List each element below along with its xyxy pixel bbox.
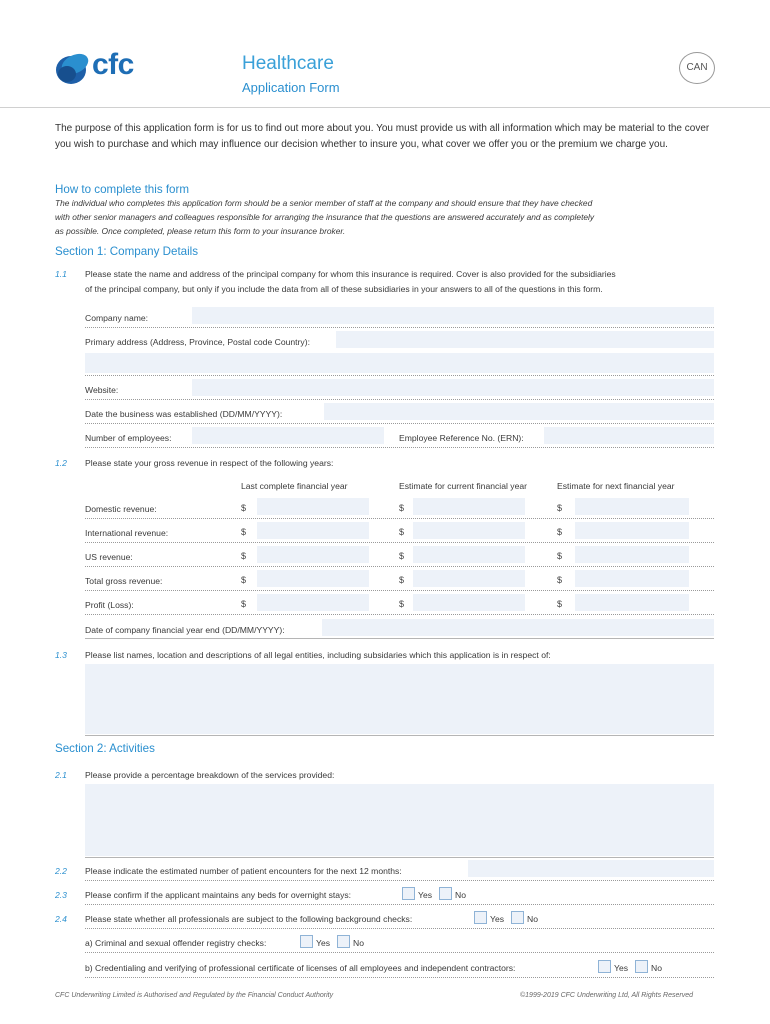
revenue-input[interactable] [575,546,689,563]
year-end-input[interactable] [322,619,714,636]
q-2-2-text: Please indicate the estimated number of patient encounters for the next 12 months: [85,866,402,876]
q-1-2-text: Please state your gross revenue in respect of the following years: [85,458,334,468]
cfc-logo [54,50,149,86]
revenue-input[interactable] [413,570,525,587]
credentialing-no-checkbox[interactable] [635,960,648,973]
background-checks-yes-label: Yes [490,914,505,924]
ern-input[interactable] [544,427,714,444]
currency-symbol: $ [399,575,405,585]
beds-no-label: No [455,890,466,900]
criminal-check-label: a) Criminal and sexual offender registry checks: [85,938,267,948]
divider [85,542,714,543]
revenue-input[interactable] [575,594,689,611]
divider [85,423,714,424]
legal-entities-textarea[interactable] [85,664,714,734]
section-1-heading: Section 1: Company Details [55,245,199,258]
currency-symbol: $ [241,527,247,537]
revenue-input[interactable] [575,570,689,587]
currency-symbol: $ [399,599,405,609]
year-end-label: Date of company financial year end (DD/MM/YYYY): [85,625,285,635]
q-2-4-text: Please state whether all professionals are subject to the following background checks: [85,914,413,924]
revenue-row-label: US revenue: [85,552,133,562]
employees-input[interactable] [192,427,384,444]
column-current-year: Estimate for current financial year [399,481,528,491]
currency-symbol: $ [557,599,563,609]
divider [85,904,714,905]
currency-symbol: $ [557,575,563,585]
page-title: Healthcare [242,53,334,74]
how-to-heading: How to complete this form [55,183,190,196]
revenue-input[interactable] [575,498,689,515]
revenue-row-label: International revenue: [85,528,169,538]
q-2-4-number: 2.4 [55,914,67,924]
background-checks-yes-checkbox[interactable] [474,911,487,924]
q-1-1-number: 1.1 [55,269,67,279]
q-1-1-line-2: of the principal company, but only if you include the data from all of these subsidiaries in your answers to all of the questions in this form. [85,284,603,294]
divider [85,857,714,858]
revenue-input[interactable] [257,522,369,539]
q-2-2-number: 2.2 [55,866,67,876]
divider [85,735,714,736]
how-to-line-3: as possible. Once completed, please return this form to your insurance broker. [55,226,346,236]
q-2-1-text: Please provide a percentage breakdown of the services provided: [85,770,335,780]
header-divider [0,107,770,108]
currency-symbol: $ [399,527,405,537]
company-name-label: Company name: [85,313,149,323]
section-2-heading: Section 2: Activities [55,742,155,755]
background-checks-no-checkbox[interactable] [511,911,524,924]
criminal-check-yes-label: Yes [316,938,331,948]
divider [85,375,714,376]
how-to-line-1: The individual who completes this application form should be a senior member of staff at the company and should ensure that they have checked [55,198,593,208]
patient-encounters-input[interactable] [468,860,714,877]
website-label: Website: [85,385,119,395]
divider [85,614,714,615]
divider [85,399,714,400]
currency-symbol: $ [241,551,247,561]
currency-symbol: $ [241,503,247,513]
credentialing-yes-checkbox[interactable] [598,960,611,973]
revenue-input[interactable] [413,546,525,563]
criminal-check-no-label: No [353,938,364,948]
revenue-input[interactable] [575,522,689,539]
beds-no-checkbox[interactable] [439,887,452,900]
region-badge [679,52,715,84]
established-input[interactable] [324,403,714,420]
region-badge-label: CAN [686,62,708,73]
revenue-input[interactable] [257,546,369,563]
q-2-3-number: 2.3 [55,890,67,900]
divider [85,518,714,519]
divider [85,977,714,978]
how-to-line-2: with other senior managers and colleagues responsible for arranging the insurance that the questions are answered accurately and as completely [55,212,595,222]
q-1-3-text: Please list names, location and descriptions of all legal entities, including subsidaries which this application is in respect of: [85,650,551,660]
column-last-year: Last complete financial year [241,481,348,491]
divider [85,952,714,953]
employees-label: Number of employees: [85,433,172,443]
revenue-row-label: Total gross revenue: [85,576,163,586]
logo-text: cfc [92,48,134,81]
q-1-2-number: 1.2 [55,458,67,468]
criminal-check-yes-checkbox[interactable] [300,935,313,948]
currency-symbol: $ [557,551,563,561]
footer-regulation-text: CFC Underwriting Limited is Authorised and Regulated by the Financial Conduct Authority [55,992,334,999]
currency-symbol: $ [241,575,247,585]
credentialing-check-label: b) Credentialing and verifying of professional certificate of licenses of all employees and independent contractors: [85,963,516,973]
divider [85,447,714,448]
q-1-1-line-1: Please state the name and address of the principal company for whom this insurance is required. Cover is also provided for the subsidiaries [85,269,616,279]
ern-label: Employee Reference No. (ERN): [399,433,524,443]
q-2-3-text: Please confirm if the applicant maintains any beds for overnight stays: [85,890,352,900]
q-1-3-number: 1.3 [55,650,67,660]
revenue-input[interactable] [413,498,525,515]
divider [85,327,714,328]
beds-yes-checkbox[interactable] [402,887,415,900]
divider [85,928,714,929]
beds-yes-label: Yes [418,890,433,900]
divider [85,880,714,881]
credentialing-yes-label: Yes [614,963,629,973]
address-input[interactable] [336,331,714,348]
column-next-year: Estimate for next financial year [557,481,675,491]
currency-symbol: $ [399,551,405,561]
currency-symbol: $ [399,503,405,513]
criminal-check-no-checkbox[interactable] [337,935,350,948]
address-input-2[interactable] [85,353,714,373]
currency-symbol: $ [557,527,563,537]
divider [85,590,714,591]
revenue-input[interactable] [257,498,369,515]
company-name-input[interactable] [192,307,714,324]
background-checks-no-label: No [527,914,538,924]
page-subtitle: Application Form [242,80,340,95]
footer-copyright-text: ©1999-2019 CFC Underwriting Ltd, All Rights Reserved [520,992,693,999]
revenue-input[interactable] [257,594,369,611]
credentialing-no-label: No [651,963,662,973]
services-breakdown-textarea[interactable] [85,784,714,856]
established-label: Date the business was established (DD/MM/YYYY): [85,409,283,419]
q-2-1-number: 2.1 [55,770,67,780]
website-input[interactable] [192,379,714,396]
revenue-input[interactable] [413,594,525,611]
currency-symbol: $ [241,599,247,609]
logo-mark-icon [54,50,90,86]
revenue-input[interactable] [257,570,369,587]
revenue-row-label: Profit (Loss): [85,600,134,610]
divider [85,638,714,639]
divider [85,566,714,567]
currency-symbol: $ [557,503,563,513]
address-label: Primary address (Address, Province, Postal code Country): [85,337,310,347]
intro-text: The purpose of this application form is for us to find out more about you. You must provide us with all information which may be material to the cover you wish to purchase and which may influence our decision whether to insure you, what cover we offer you or the premium we charge you. [55,123,710,150]
revenue-input[interactable] [413,522,525,539]
revenue-row-label: Domestic revenue: [85,504,157,514]
